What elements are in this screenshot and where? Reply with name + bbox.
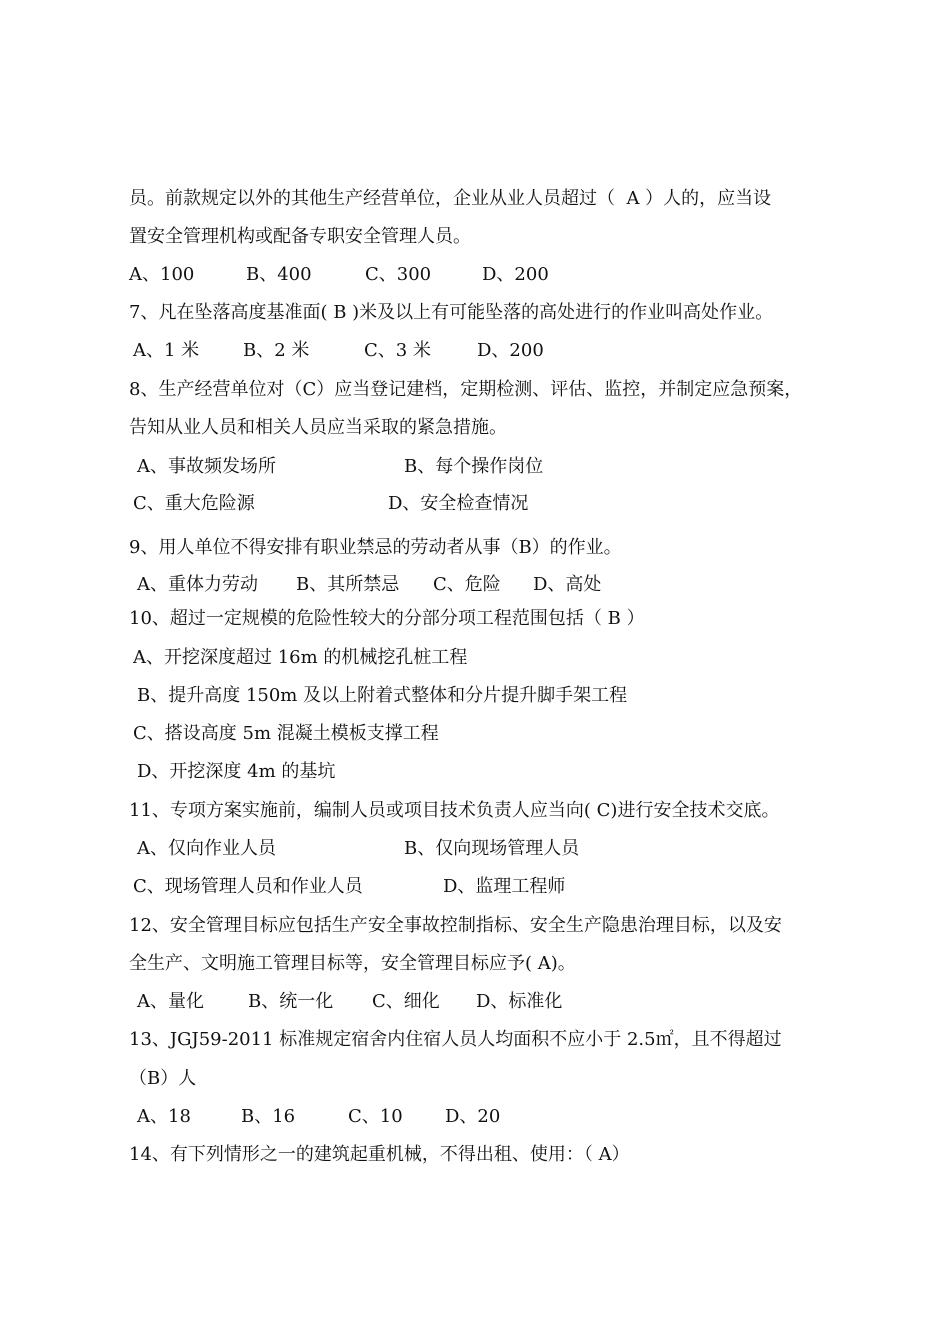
options-q9 bbox=[0, 573, 950, 597]
option-d: D、200 bbox=[482, 264, 549, 285]
question-14: 14、有下列情形之一的建筑起重机械，不得出租、使用：（ A） bbox=[129, 1144, 630, 1165]
option-c: C、危险 bbox=[433, 574, 501, 595]
question-9: 9、用人单位不得安排有职业禁忌的劳动者从事（B）的作业。 bbox=[129, 537, 622, 558]
option-a: A、18 bbox=[137, 1106, 191, 1127]
question-10-option-b: B、提升高度 150m 及以上附着式整体和分片提升脚手架工程 bbox=[137, 685, 628, 706]
question-10-option-d: D、开挖深度 4m 的基坑 bbox=[137, 761, 336, 782]
option-c: C、3 米 bbox=[364, 340, 431, 361]
option-a: A、1 米 bbox=[133, 340, 200, 361]
option-c: C、重大危险源 bbox=[133, 493, 255, 514]
question-10-option-c: C、搭设高度 5m 混凝土模板支撑工程 bbox=[133, 723, 439, 744]
option-b: B、其所禁忌 bbox=[296, 574, 400, 595]
options-q6 bbox=[0, 263, 950, 287]
options-q7 bbox=[0, 339, 950, 363]
option-c: C、现场管理人员和作业人员 bbox=[133, 876, 363, 897]
options-q8-row1 bbox=[0, 455, 950, 479]
question-12-continuation: 全生产、文明施工管理目标等，安全管理目标应予( A)。 bbox=[129, 953, 576, 974]
option-d: D、20 bbox=[445, 1106, 501, 1127]
option-d: D、高处 bbox=[533, 574, 602, 595]
question-10-option-a: A、开挖深度超过 16m 的机械挖孔桩工程 bbox=[133, 647, 468, 668]
options-q12 bbox=[0, 990, 950, 1014]
option-b: B、16 bbox=[241, 1106, 296, 1127]
option-c: C、10 bbox=[348, 1106, 403, 1127]
option-b: B、400 bbox=[246, 264, 312, 285]
question-13: 13、JGJ59-2011 标准规定宿舍内住宿人员人均面积不应小于 2.5㎡，且不得超过 bbox=[129, 1029, 782, 1050]
option-a: A、重体力劳动 bbox=[137, 574, 258, 595]
question-8-continuation: 告知从业人员和相关人员应当采取的紧急措施。 bbox=[129, 417, 507, 438]
option-a: A、事故频发场所 bbox=[137, 456, 276, 477]
options-q13 bbox=[0, 1105, 950, 1129]
option-b: B、仅向现场管理人员 bbox=[404, 838, 580, 859]
options-q11-row1 bbox=[0, 837, 950, 861]
question-12: 12、安全管理目标应包括生产安全事故控制指标、安全生产隐患治理目标，以及安 bbox=[129, 915, 782, 936]
option-a: A、量化 bbox=[137, 991, 204, 1012]
option-d: D、安全检查情况 bbox=[388, 493, 529, 514]
option-a: A、100 bbox=[129, 264, 195, 285]
option-c: C、细化 bbox=[372, 991, 440, 1012]
question-11: 11、专项方案实施前，编制人员或项目技术负责人应当向( C)进行安全技术交底。 bbox=[129, 800, 780, 821]
question-10: 10、超过一定规模的危险性较大的分部分项工程范围包括（ B ） bbox=[129, 608, 645, 629]
option-d: D、监理工程师 bbox=[443, 876, 566, 897]
question-13-continuation: （B）人 bbox=[129, 1068, 197, 1089]
text-line-continuation: 员。前款规定以外的其他生产经营单位，企业从业人员超过（ A ）人的，应当设 bbox=[129, 188, 772, 209]
option-b: B、每个操作岗位 bbox=[404, 456, 544, 477]
text-line-continuation-2: 置安全管理机构或配备专职安全管理人员。 bbox=[129, 226, 471, 247]
option-d: D、200 bbox=[477, 340, 544, 361]
option-c: C、300 bbox=[365, 264, 432, 285]
options-q11-row2 bbox=[0, 875, 950, 899]
options-q8-row2 bbox=[0, 492, 950, 516]
option-b: B、统一化 bbox=[248, 991, 334, 1012]
question-7: 7、凡在坠落高度基准面( B )米及以上有可能坠落的高处进行的作业叫高处作业。 bbox=[129, 302, 774, 323]
option-b: B、2 米 bbox=[243, 340, 310, 361]
question-8: 8、生产经营单位对（C）应当登记建档，定期检测、评估、监控，并制定应急预案， bbox=[129, 379, 803, 400]
option-a: A、仅向作业人员 bbox=[137, 838, 276, 859]
option-d: D、标准化 bbox=[476, 991, 563, 1012]
